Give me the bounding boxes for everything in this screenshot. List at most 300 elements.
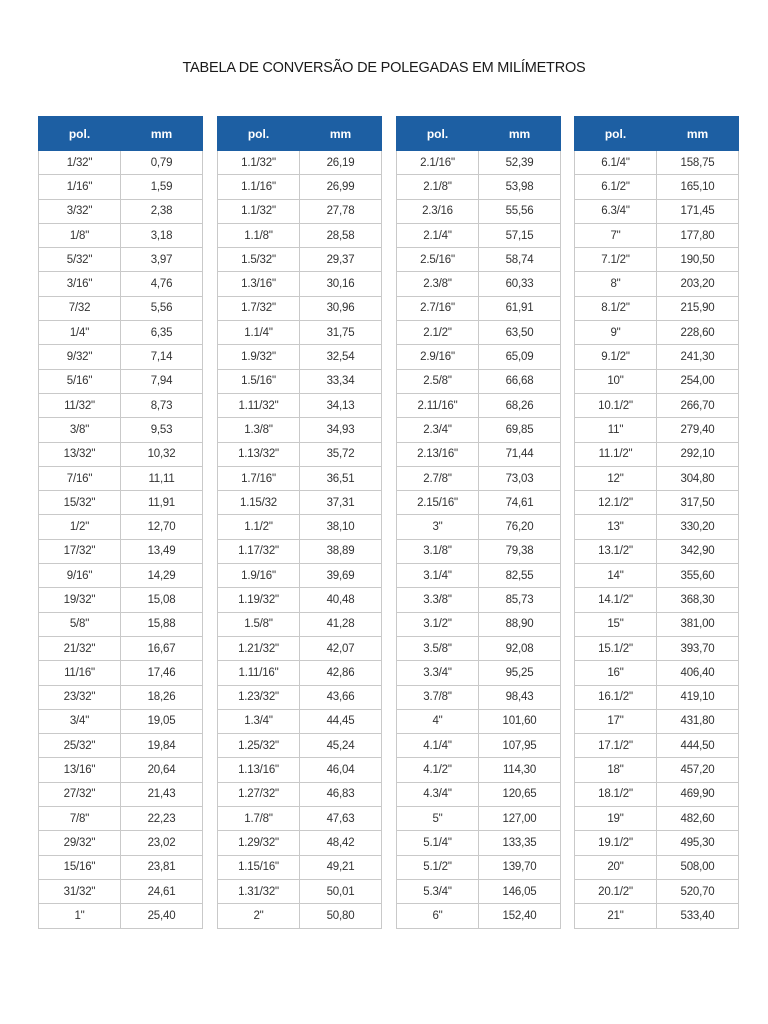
mm-cell: 42,86: [300, 661, 382, 685]
mm-cell: 203,20: [657, 272, 739, 296]
inch-cell: 7/16": [39, 466, 121, 490]
mm-cell: 171,45: [657, 199, 739, 223]
table-row: [39, 393, 203, 417]
inch-cell: 23/32": [39, 685, 121, 709]
table-row: [397, 588, 561, 612]
mm-cell: 165,10: [657, 175, 739, 199]
mm-cell: 36,51: [300, 466, 382, 490]
table-row: [397, 734, 561, 758]
inch-cell: 4.1/4": [397, 734, 479, 758]
mm-cell: 65,09: [479, 345, 561, 369]
inch-cell: 14": [575, 564, 657, 588]
table-row: [39, 782, 203, 806]
table-row: [575, 879, 739, 903]
mm-cell: 419,10: [657, 685, 739, 709]
mm-cell: 19,05: [121, 709, 203, 733]
table-row: [575, 709, 739, 733]
mm-cell: 30,96: [300, 296, 382, 320]
mm-cell: 2,38: [121, 199, 203, 223]
table-row: [218, 296, 382, 320]
mm-cell: 55,56: [479, 199, 561, 223]
inch-cell: 27/32": [39, 782, 121, 806]
table-row: [39, 636, 203, 660]
inch-cell: 2.5/16": [397, 248, 479, 272]
column-header-pol: pol.: [575, 117, 657, 151]
table-row: [39, 345, 203, 369]
table-row: [218, 199, 382, 223]
table-row: [397, 612, 561, 636]
table-row: [218, 223, 382, 247]
mm-cell: 57,15: [479, 223, 561, 247]
inch-cell: 12.1/2": [575, 491, 657, 515]
table-row: [39, 807, 203, 831]
table-row: [39, 734, 203, 758]
table-row: [575, 345, 739, 369]
mm-cell: 381,00: [657, 612, 739, 636]
table-row: [575, 223, 739, 247]
inch-cell: 5/16": [39, 369, 121, 393]
mm-cell: 10,32: [121, 442, 203, 466]
inch-cell: 1.5/32": [218, 248, 300, 272]
mm-cell: 68,26: [479, 393, 561, 417]
inch-cell: 2.7/8": [397, 466, 479, 490]
inch-cell: 17": [575, 709, 657, 733]
mm-cell: 20,64: [121, 758, 203, 782]
table-row: [39, 491, 203, 515]
inch-cell: 12": [575, 466, 657, 490]
mm-cell: 24,61: [121, 879, 203, 903]
mm-cell: 8,73: [121, 393, 203, 417]
inch-cell: 13/32": [39, 442, 121, 466]
mm-cell: 5,56: [121, 296, 203, 320]
mm-cell: 368,30: [657, 588, 739, 612]
table-row: [39, 442, 203, 466]
inch-cell: 3.3/4": [397, 661, 479, 685]
inch-cell: 11.1/2": [575, 442, 657, 466]
mm-cell: 42,07: [300, 636, 382, 660]
mm-cell: 22,23: [121, 807, 203, 831]
inch-cell: 1.7/16": [218, 466, 300, 490]
mm-cell: 114,30: [479, 758, 561, 782]
table-row: [218, 807, 382, 831]
mm-cell: 52,39: [479, 151, 561, 175]
mm-cell: 39,69: [300, 564, 382, 588]
inch-cell: 1.13/32": [218, 442, 300, 466]
mm-cell: 43,66: [300, 685, 382, 709]
inch-cell: 14.1/2": [575, 588, 657, 612]
inch-cell: 1/32": [39, 151, 121, 175]
mm-cell: 317,50: [657, 491, 739, 515]
inch-cell: 19.1/2": [575, 831, 657, 855]
table-row: [397, 855, 561, 879]
table-row: [39, 879, 203, 903]
mm-cell: 47,63: [300, 807, 382, 831]
inch-cell: 2": [218, 904, 300, 928]
mm-cell: 6,35: [121, 321, 203, 345]
table-row: [39, 321, 203, 345]
inch-cell: 21/32": [39, 636, 121, 660]
mm-cell: 279,40: [657, 418, 739, 442]
inch-cell: 15.1/2": [575, 636, 657, 660]
inch-cell: 2.1/2": [397, 321, 479, 345]
table-row: [397, 272, 561, 296]
inch-cell: 3.3/8": [397, 588, 479, 612]
mm-cell: 3,18: [121, 223, 203, 247]
table-row: [218, 588, 382, 612]
mm-cell: 158,75: [657, 151, 739, 175]
mm-cell: 177,80: [657, 223, 739, 247]
inch-cell: 1.27/32": [218, 782, 300, 806]
mm-cell: 13,49: [121, 539, 203, 563]
inch-cell: 1.5/8": [218, 612, 300, 636]
mm-cell: 26,99: [300, 175, 382, 199]
table-row: [39, 466, 203, 490]
table-row: [397, 296, 561, 320]
table-row: [575, 369, 739, 393]
mm-cell: 228,60: [657, 321, 739, 345]
table-row: [39, 661, 203, 685]
inch-cell: 1.15/32: [218, 491, 300, 515]
table-row: [397, 758, 561, 782]
mm-cell: 18,26: [121, 685, 203, 709]
inch-cell: 4.3/4": [397, 782, 479, 806]
inch-cell: 18.1/2": [575, 782, 657, 806]
mm-cell: 469,90: [657, 782, 739, 806]
inch-cell: 3.7/8": [397, 685, 479, 709]
inch-cell: 1.15/16": [218, 855, 300, 879]
table-row: [218, 831, 382, 855]
table-row: [39, 175, 203, 199]
mm-cell: 44,45: [300, 709, 382, 733]
mm-cell: 0,79: [121, 151, 203, 175]
table-row: [397, 175, 561, 199]
table-row: [218, 418, 382, 442]
table-row: [39, 296, 203, 320]
inch-cell: 9": [575, 321, 657, 345]
mm-cell: 38,10: [300, 515, 382, 539]
mm-cell: 1,59: [121, 175, 203, 199]
inch-cell: 16": [575, 661, 657, 685]
conversion-tables: [0, 116, 768, 936]
mm-cell: 45,24: [300, 734, 382, 758]
mm-cell: 101,60: [479, 709, 561, 733]
inch-cell: 7": [575, 223, 657, 247]
inch-cell: 11/16": [39, 661, 121, 685]
inch-cell: 1.3/8": [218, 418, 300, 442]
mm-cell: 120,65: [479, 782, 561, 806]
mm-cell: 3,97: [121, 248, 203, 272]
mm-cell: 26,19: [300, 151, 382, 175]
table-row: [575, 782, 739, 806]
table-row: [575, 199, 739, 223]
table-row: [218, 879, 382, 903]
mm-cell: 63,50: [479, 321, 561, 345]
table-row: [39, 369, 203, 393]
inch-cell: 18": [575, 758, 657, 782]
table-row: [39, 685, 203, 709]
inch-cell: 6": [397, 904, 479, 928]
mm-cell: 79,38: [479, 539, 561, 563]
mm-cell: 29,37: [300, 248, 382, 272]
table-row: [575, 564, 739, 588]
mm-cell: 71,44: [479, 442, 561, 466]
mm-cell: 14,29: [121, 564, 203, 588]
inch-cell: 17/32": [39, 539, 121, 563]
mm-cell: 254,00: [657, 369, 739, 393]
table-row: [397, 491, 561, 515]
inch-cell: 1.19/32": [218, 588, 300, 612]
mm-cell: 58,74: [479, 248, 561, 272]
inch-cell: 1.5/16": [218, 369, 300, 393]
column-header-pol: pol.: [397, 117, 479, 151]
inch-cell: 16.1/2": [575, 685, 657, 709]
inch-cell: 1.3/4": [218, 709, 300, 733]
inch-cell: 7/8": [39, 807, 121, 831]
table-row: [218, 321, 382, 345]
table-row: [397, 661, 561, 685]
table-row: [397, 151, 561, 175]
inch-cell: 1.17/32": [218, 539, 300, 563]
mm-cell: 46,83: [300, 782, 382, 806]
mm-cell: 146,05: [479, 879, 561, 903]
mm-cell: 32,54: [300, 345, 382, 369]
table-row: [575, 831, 739, 855]
mm-cell: 30,16: [300, 272, 382, 296]
table-row: [218, 904, 382, 928]
table-row: [218, 636, 382, 660]
mm-cell: 60,33: [479, 272, 561, 296]
table-row: [397, 515, 561, 539]
table-row: [218, 709, 382, 733]
mm-cell: 48,42: [300, 831, 382, 855]
inch-cell: 1.1/32": [218, 151, 300, 175]
table-row: [39, 588, 203, 612]
inch-cell: 3": [397, 515, 479, 539]
mm-cell: 34,93: [300, 418, 382, 442]
table-row: [575, 588, 739, 612]
inch-cell: 2.5/8": [397, 369, 479, 393]
table-row: [397, 539, 561, 563]
table-row: [575, 661, 739, 685]
table-row: [218, 612, 382, 636]
conversion-table-4: [574, 116, 739, 929]
table-row: [397, 685, 561, 709]
inch-cell: 7.1/2": [575, 248, 657, 272]
mm-cell: 15,08: [121, 588, 203, 612]
mm-cell: 457,20: [657, 758, 739, 782]
mm-cell: 31,75: [300, 321, 382, 345]
inch-cell: 11": [575, 418, 657, 442]
inch-cell: 19": [575, 807, 657, 831]
table-row: [575, 175, 739, 199]
table-row: [218, 393, 382, 417]
page-title: TABELA DE CONVERSÃO DE POLEGADAS EM MILÍMETROS: [182, 60, 586, 76]
inch-cell: 15/32": [39, 491, 121, 515]
inch-cell: 10": [575, 369, 657, 393]
table-row: [218, 272, 382, 296]
inch-cell: 3/4": [39, 709, 121, 733]
inch-cell: 9.1/2": [575, 345, 657, 369]
column-header-mm: mm: [300, 117, 382, 151]
table-row: [218, 685, 382, 709]
table-row: [397, 636, 561, 660]
mm-cell: 50,01: [300, 879, 382, 903]
mm-cell: 76,20: [479, 515, 561, 539]
mm-cell: 152,40: [479, 904, 561, 928]
inch-cell: 5.1/4": [397, 831, 479, 855]
mm-cell: 33,34: [300, 369, 382, 393]
table-row: [397, 248, 561, 272]
mm-cell: 139,70: [479, 855, 561, 879]
mm-cell: 533,40: [657, 904, 739, 928]
inch-cell: 9/16": [39, 564, 121, 588]
inch-cell: 1/4": [39, 321, 121, 345]
conversion-table-2: [217, 116, 382, 929]
table-row: [39, 904, 203, 928]
table-row: [397, 418, 561, 442]
mm-cell: 25,40: [121, 904, 203, 928]
inch-cell: 1.1/4": [218, 321, 300, 345]
table-row: [575, 272, 739, 296]
inch-cell: 2.1/16": [397, 151, 479, 175]
table-row: [575, 515, 739, 539]
mm-cell: 482,60: [657, 807, 739, 831]
mm-cell: 74,61: [479, 491, 561, 515]
inch-cell: 1.11/16": [218, 661, 300, 685]
table-row: [575, 248, 739, 272]
mm-cell: 127,00: [479, 807, 561, 831]
mm-cell: 49,21: [300, 855, 382, 879]
mm-cell: 107,95: [479, 734, 561, 758]
inch-cell: 10.1/2": [575, 393, 657, 417]
mm-cell: 38,89: [300, 539, 382, 563]
inch-cell: 1.1/16": [218, 175, 300, 199]
table-row: [218, 345, 382, 369]
table-row: [218, 175, 382, 199]
inch-cell: 1.1/2": [218, 515, 300, 539]
inch-cell: 7/32: [39, 296, 121, 320]
table-row: [39, 199, 203, 223]
inch-cell: 25/32": [39, 734, 121, 758]
mm-cell: 12,70: [121, 515, 203, 539]
table-row: [39, 151, 203, 175]
inch-cell: 1.9/16": [218, 564, 300, 588]
mm-cell: 40,48: [300, 588, 382, 612]
mm-cell: 133,35: [479, 831, 561, 855]
table-row: [397, 466, 561, 490]
inch-cell: 21": [575, 904, 657, 928]
mm-cell: 28,58: [300, 223, 382, 247]
table-row: [397, 369, 561, 393]
inch-cell: 6.1/4": [575, 151, 657, 175]
table-row: [39, 248, 203, 272]
table-row: [39, 223, 203, 247]
table-row: [39, 272, 203, 296]
inch-cell: 11/32": [39, 393, 121, 417]
mm-cell: 61,91: [479, 296, 561, 320]
inch-cell: 3/16": [39, 272, 121, 296]
mm-cell: 393,70: [657, 636, 739, 660]
mm-cell: 88,90: [479, 612, 561, 636]
table-row: [575, 442, 739, 466]
table-row: [218, 782, 382, 806]
inch-cell: 2.1/4": [397, 223, 479, 247]
mm-cell: 37,31: [300, 491, 382, 515]
inch-cell: 8": [575, 272, 657, 296]
inch-cell: 1.23/32": [218, 685, 300, 709]
inch-cell: 19/32": [39, 588, 121, 612]
inch-cell: 2.3/4": [397, 418, 479, 442]
table-row: [575, 758, 739, 782]
mm-cell: 98,43: [479, 685, 561, 709]
mm-cell: 4,76: [121, 272, 203, 296]
inch-cell: 1.7/8": [218, 807, 300, 831]
inch-cell: 1.21/32": [218, 636, 300, 660]
table-row: [575, 685, 739, 709]
mm-cell: 46,04: [300, 758, 382, 782]
table-row: [575, 151, 739, 175]
table-row: [397, 345, 561, 369]
inch-cell: 4.1/2": [397, 758, 479, 782]
inch-cell: 1.1/32": [218, 199, 300, 223]
table-row: [575, 636, 739, 660]
table-row: [39, 709, 203, 733]
inch-cell: 9/32": [39, 345, 121, 369]
mm-cell: 190,50: [657, 248, 739, 272]
mm-cell: 82,55: [479, 564, 561, 588]
mm-cell: 50,80: [300, 904, 382, 928]
mm-cell: 292,10: [657, 442, 739, 466]
table-row: [575, 466, 739, 490]
mm-cell: 431,80: [657, 709, 739, 733]
inch-cell: 1": [39, 904, 121, 928]
mm-cell: 215,90: [657, 296, 739, 320]
inch-cell: 17.1/2": [575, 734, 657, 758]
table-row: [575, 491, 739, 515]
inch-cell: 31/32": [39, 879, 121, 903]
inch-cell: 3/8": [39, 418, 121, 442]
mm-cell: 16,67: [121, 636, 203, 660]
mm-cell: 304,80: [657, 466, 739, 490]
table-row: [39, 831, 203, 855]
mm-cell: 495,30: [657, 831, 739, 855]
table-row: [218, 248, 382, 272]
mm-cell: 73,03: [479, 466, 561, 490]
mm-cell: 21,43: [121, 782, 203, 806]
mm-cell: 23,02: [121, 831, 203, 855]
table-row: [39, 855, 203, 879]
conversion-table-1: [38, 116, 203, 929]
column-header-mm: mm: [479, 117, 561, 151]
table-row: [397, 199, 561, 223]
inch-cell: 6.3/4": [575, 199, 657, 223]
inch-cell: 15/16": [39, 855, 121, 879]
mm-cell: 406,40: [657, 661, 739, 685]
mm-cell: 92,08: [479, 636, 561, 660]
table-row: [397, 831, 561, 855]
mm-cell: 23,81: [121, 855, 203, 879]
column-header-mm: mm: [657, 117, 739, 151]
table-row: [39, 758, 203, 782]
mm-cell: 508,00: [657, 855, 739, 879]
inch-cell: 1.7/32": [218, 296, 300, 320]
inch-cell: 5/32": [39, 248, 121, 272]
mm-cell: 9,53: [121, 418, 203, 442]
table-row: [218, 151, 382, 175]
table-row: [39, 539, 203, 563]
inch-cell: 5": [397, 807, 479, 831]
table-row: [39, 612, 203, 636]
